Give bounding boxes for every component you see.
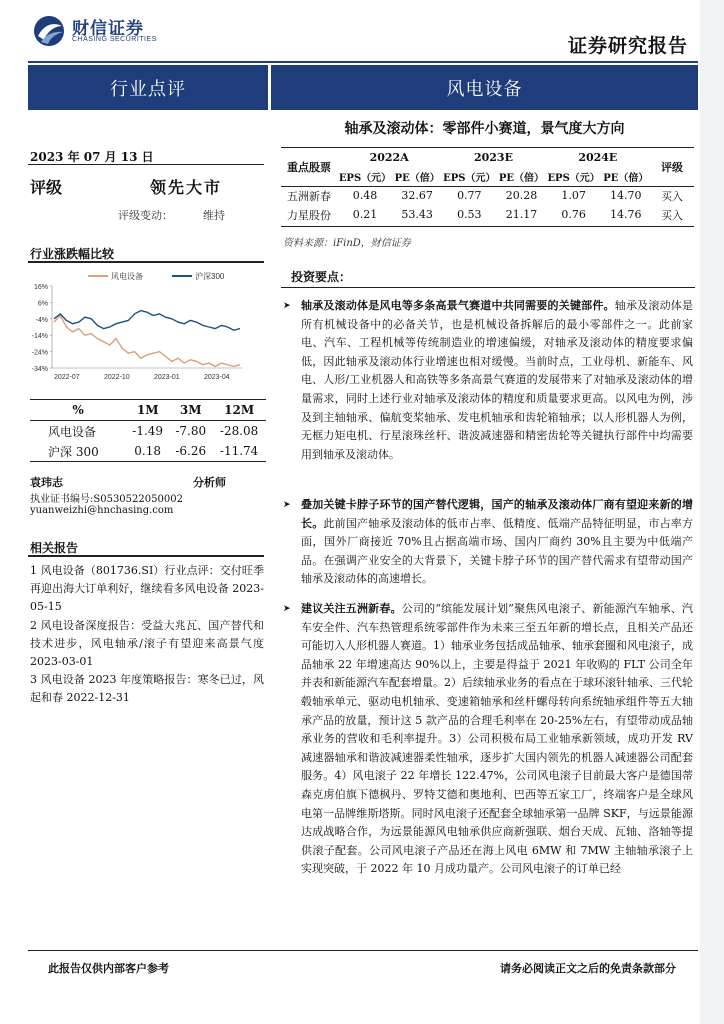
investment-point xyxy=(283,600,693,879)
performance-table xyxy=(30,400,266,462)
table-header-row xyxy=(30,400,266,421)
logo-text-cn: 财信证券 xyxy=(72,19,144,38)
banner-industry: 风电设备 xyxy=(271,65,698,110)
table-header-cell: EPS（元） xyxy=(338,173,392,184)
point-headline: 轴承及滚动体是风电等多条高景气赛道中共同需要的关键部件。 xyxy=(301,299,615,312)
divider xyxy=(281,287,695,288)
table-cell: -1.49 xyxy=(132,424,164,438)
performance-title: 行业涨跌幅比较 xyxy=(30,247,115,261)
footer-disclaimer: 请务必阅读正文之后的免责条款部分 xyxy=(500,962,676,975)
table-row xyxy=(30,421,266,442)
related-report-item[interactable]: 3 风电设备 2023 年度策略报告：寒冬已过，风起和春 2022-12-31 xyxy=(30,673,264,704)
table-cell: 0.76 xyxy=(561,208,586,221)
page-title: 轴承及滚动体：零部件小赛道，景气度大方向 xyxy=(344,121,625,137)
y-tick-label: 6% xyxy=(37,300,48,308)
table-cell: 风电设备 xyxy=(48,424,97,439)
analyst-email[interactable]: yuanweizhi@hnchasing.com xyxy=(30,505,174,516)
investment-point xyxy=(283,496,693,589)
divider xyxy=(28,555,264,557)
table-header-cell: PE（倍） xyxy=(603,173,649,184)
table-cell: 0.18 xyxy=(126,441,169,462)
table-header-cell: 12M xyxy=(212,400,266,421)
table-row xyxy=(281,186,694,205)
series-line-wind xyxy=(54,316,240,367)
report-date: 2023 年 07 月 13 日 xyxy=(30,150,154,164)
table-header-cell: 评级 xyxy=(661,161,683,174)
table-header-cell: EPS（元） xyxy=(443,173,496,184)
x-tick-label: 2023-01 xyxy=(154,374,180,381)
data-source: 资料来源：iFinD，财信证券 xyxy=(283,238,411,249)
point-body: 公司的“缤能发展计划”聚焦风电滚子、新能源汽车轴承、汽车安全件、汽车热管理系统零部件作为未来三至五年新的增长点，且相关产品还可能切入人形机器人赛道。1）轴承业务包括成品轴承、轴承套圈和风电滚子，成品轴承 22 年增速高达 90%以上，主要是得益于 2021 年收购的 FLT 公司全年并表和新能源汽车配套增量。2）后续轴承业务的看点在于球环滚针轴承、三代轮毂轴承单元、驱动电机轴承、变速箱轴承和丝杆螺母转向系统轴承组件等五大轴承产品的放量，预计这 5 款产品的合理毛利率在 20-25%左右，有望带动成品轴承业务的营收和毛利率提升。3）公司积极布局工业轴承新领域，成功开发 RV 减速器轴承和谐波减速器柔性轴承，逐步扩大国内领先的机器人减速器公司配套服务。4）风电滚子 22 年增长 122.47%，公司风电滚子目前最大客户是德国蒂森克虏伯旗下德枫丹、罗特艾德和奥地利、巴西等五家工厂，终端客户是全球风电第一品牌维斯塔斯。同时风电滚子还配套全球轴承第一品牌 SKF，与远景能源达成战略合作，为远景能源风电轴承供应商新强联、烟台天成、瓦轴、洛轴等提供滚子配套。公司风电滚子产品还在海上风电 6MW 和 7MW 主轴轴承滚子上实现突破，于 2022 年 10 月成功量产。公司风电滚子的订单已经 xyxy=(301,602,694,876)
rating-change-label: 评级变动： xyxy=(118,209,173,222)
x-tick-label: 2022-07 xyxy=(54,374,80,381)
divider xyxy=(28,164,264,165)
footer-note: 此报告仅供内部客户参考 xyxy=(48,962,169,975)
table-header-cell: PE（倍） xyxy=(498,173,545,184)
table-cell: -11.74 xyxy=(212,441,266,462)
table-cell: 20.28 xyxy=(505,189,538,202)
point-body: 此前国产轴承及滚动体的低市占率、低精度、低端产品特征明显，市占率方面，国外厂商接近 70%且占据高端市场、国内厂商约 30%且主要为中低端产品。在强调产业安全的大背景下，关键卡脖子环节的国产替代需求有望带动国产轴承及滚动体的高速增长。 xyxy=(301,516,694,586)
related-report-item[interactable]: 2 风电设备深度报告：受益大兆瓦、国产替代和技术进步，风电轴承/滚子有望迎来高景气度 2023-03-01 xyxy=(30,619,264,668)
table-cell: 0.53 xyxy=(457,208,482,221)
investment-point xyxy=(283,297,693,464)
table-cell: -7.80 xyxy=(175,424,207,438)
table-cell: 32.67 xyxy=(401,189,433,202)
performance-chart xyxy=(28,268,268,386)
point-body: 轴承及滚动体是所有机械设备中的必备关节，也是机械设备拆解后的最小零部件之一。此前家电、汽车、工程机械等传统制造业的增速偏缓，对轴承及滚动体的精度要求偏低，因此轴承及滚动体行业增速也相对缓慢。当前时点，工业母机、新能车、风电、人形/工业机器人和高铁等多条高景气赛道的发展带来了对轴承及滚动体的增量需求，同时上述行业对轴承及滚动体的精度和质量要求更高。以风电为例，涉及到主轴轴承、偏航变桨轴承、发电机轴承和齿轮箱轴承；以人形机器人为例，无框力矩电机、行星滚珠丝杆、谐波减速器和精密齿轮等关键执行部件中均需要用到轴承及滚动体。 xyxy=(301,299,694,461)
table-cell: 14.70 xyxy=(610,189,642,202)
header-divider xyxy=(28,61,698,63)
bullet-arrow-icon: ➤ xyxy=(283,301,291,311)
analyst-license: 执业证书编号:S0530522050002 xyxy=(30,494,183,505)
related-reports-title: 相关报告 xyxy=(30,541,79,555)
related-report-item[interactable]: 1 风电设备（801736.SI）行业点评：交付旺季再迎出海大订单利好，继续看多风电设备 2023-05-15 xyxy=(30,564,264,613)
divider xyxy=(281,186,694,187)
company-logo xyxy=(32,14,172,48)
bullet-arrow-icon: ➤ xyxy=(283,500,291,510)
table-header-cell: 1M xyxy=(126,400,169,421)
table-cell: 14.76 xyxy=(610,208,642,221)
x-tick-label: 2022-10 xyxy=(104,374,130,381)
table-cell: 21.17 xyxy=(505,208,538,221)
legend-label: 沪深300 xyxy=(195,272,225,281)
table-header-row xyxy=(281,148,694,167)
stock-rating: 买入 xyxy=(661,208,683,222)
stock-name: 力星股份 xyxy=(287,208,331,222)
rating-value: 领先大市 xyxy=(150,178,223,197)
performance-chart-svg xyxy=(28,268,268,386)
legend-label: 风电设备 xyxy=(111,272,143,281)
point-headline: 叠加关键卡脖子环节的国产替代逻辑，国产的轴承及滚动体厂商有望迎来新的增长。 xyxy=(301,498,693,530)
rating-change-value: 维持 xyxy=(203,209,225,222)
table-cell: 0.77 xyxy=(457,189,482,202)
investment-points-title: 投资要点： xyxy=(291,270,352,284)
x-tick-label: 2023-04 xyxy=(204,374,230,381)
analyst-role: 分析师 xyxy=(193,476,226,489)
divider xyxy=(281,226,694,227)
table-cell: -28.08 xyxy=(219,424,259,438)
table-header-cell: 2024E xyxy=(578,151,618,164)
table-row xyxy=(30,441,266,462)
table-header-cell: EPS（元） xyxy=(547,173,600,184)
table-cell: 53.43 xyxy=(401,208,433,221)
rating-label: 评级 xyxy=(30,178,63,197)
banner-category: 行业点评 xyxy=(28,65,268,110)
y-tick-label: -24% xyxy=(31,349,48,357)
analyst-name: 袁玮志 xyxy=(30,476,63,489)
table-cell: -6.26 xyxy=(169,441,212,462)
y-tick-label: -34% xyxy=(31,366,48,373)
y-tick-label: -4% xyxy=(35,316,48,324)
table-cell: 沪深 300 xyxy=(30,441,126,462)
table-header-cell: 重点股票 xyxy=(287,161,331,174)
table-cell: 1.07 xyxy=(561,189,586,202)
table-header-cell: PE（倍） xyxy=(394,173,440,184)
stock-rating: 买入 xyxy=(661,189,683,203)
right-margin-band xyxy=(700,0,724,1024)
table-header-cell: 2023E xyxy=(473,151,513,164)
divider xyxy=(28,261,264,263)
footer-divider xyxy=(28,950,698,951)
table-header-cell: 3M xyxy=(169,400,212,421)
table-cell: 0.21 xyxy=(352,208,378,221)
series-line-hs300 xyxy=(54,311,240,331)
bullet-arrow-icon: ➤ xyxy=(283,604,291,614)
point-headline: 建议关注五洲新春。 xyxy=(301,602,402,615)
y-tick-label: -14% xyxy=(31,333,48,341)
logo-text-en: CHASING SECURITIES xyxy=(72,36,157,43)
y-tick-label: 16% xyxy=(33,284,48,291)
stock-name: 五洲新春 xyxy=(287,189,331,203)
table-header-cell: 2022A xyxy=(369,151,409,164)
table-row xyxy=(281,205,694,224)
table-cell: 0.48 xyxy=(352,189,378,202)
report-type: 证券研究报告 xyxy=(567,35,688,57)
table-header-row xyxy=(281,167,694,186)
table-header-cell: % xyxy=(30,400,126,421)
